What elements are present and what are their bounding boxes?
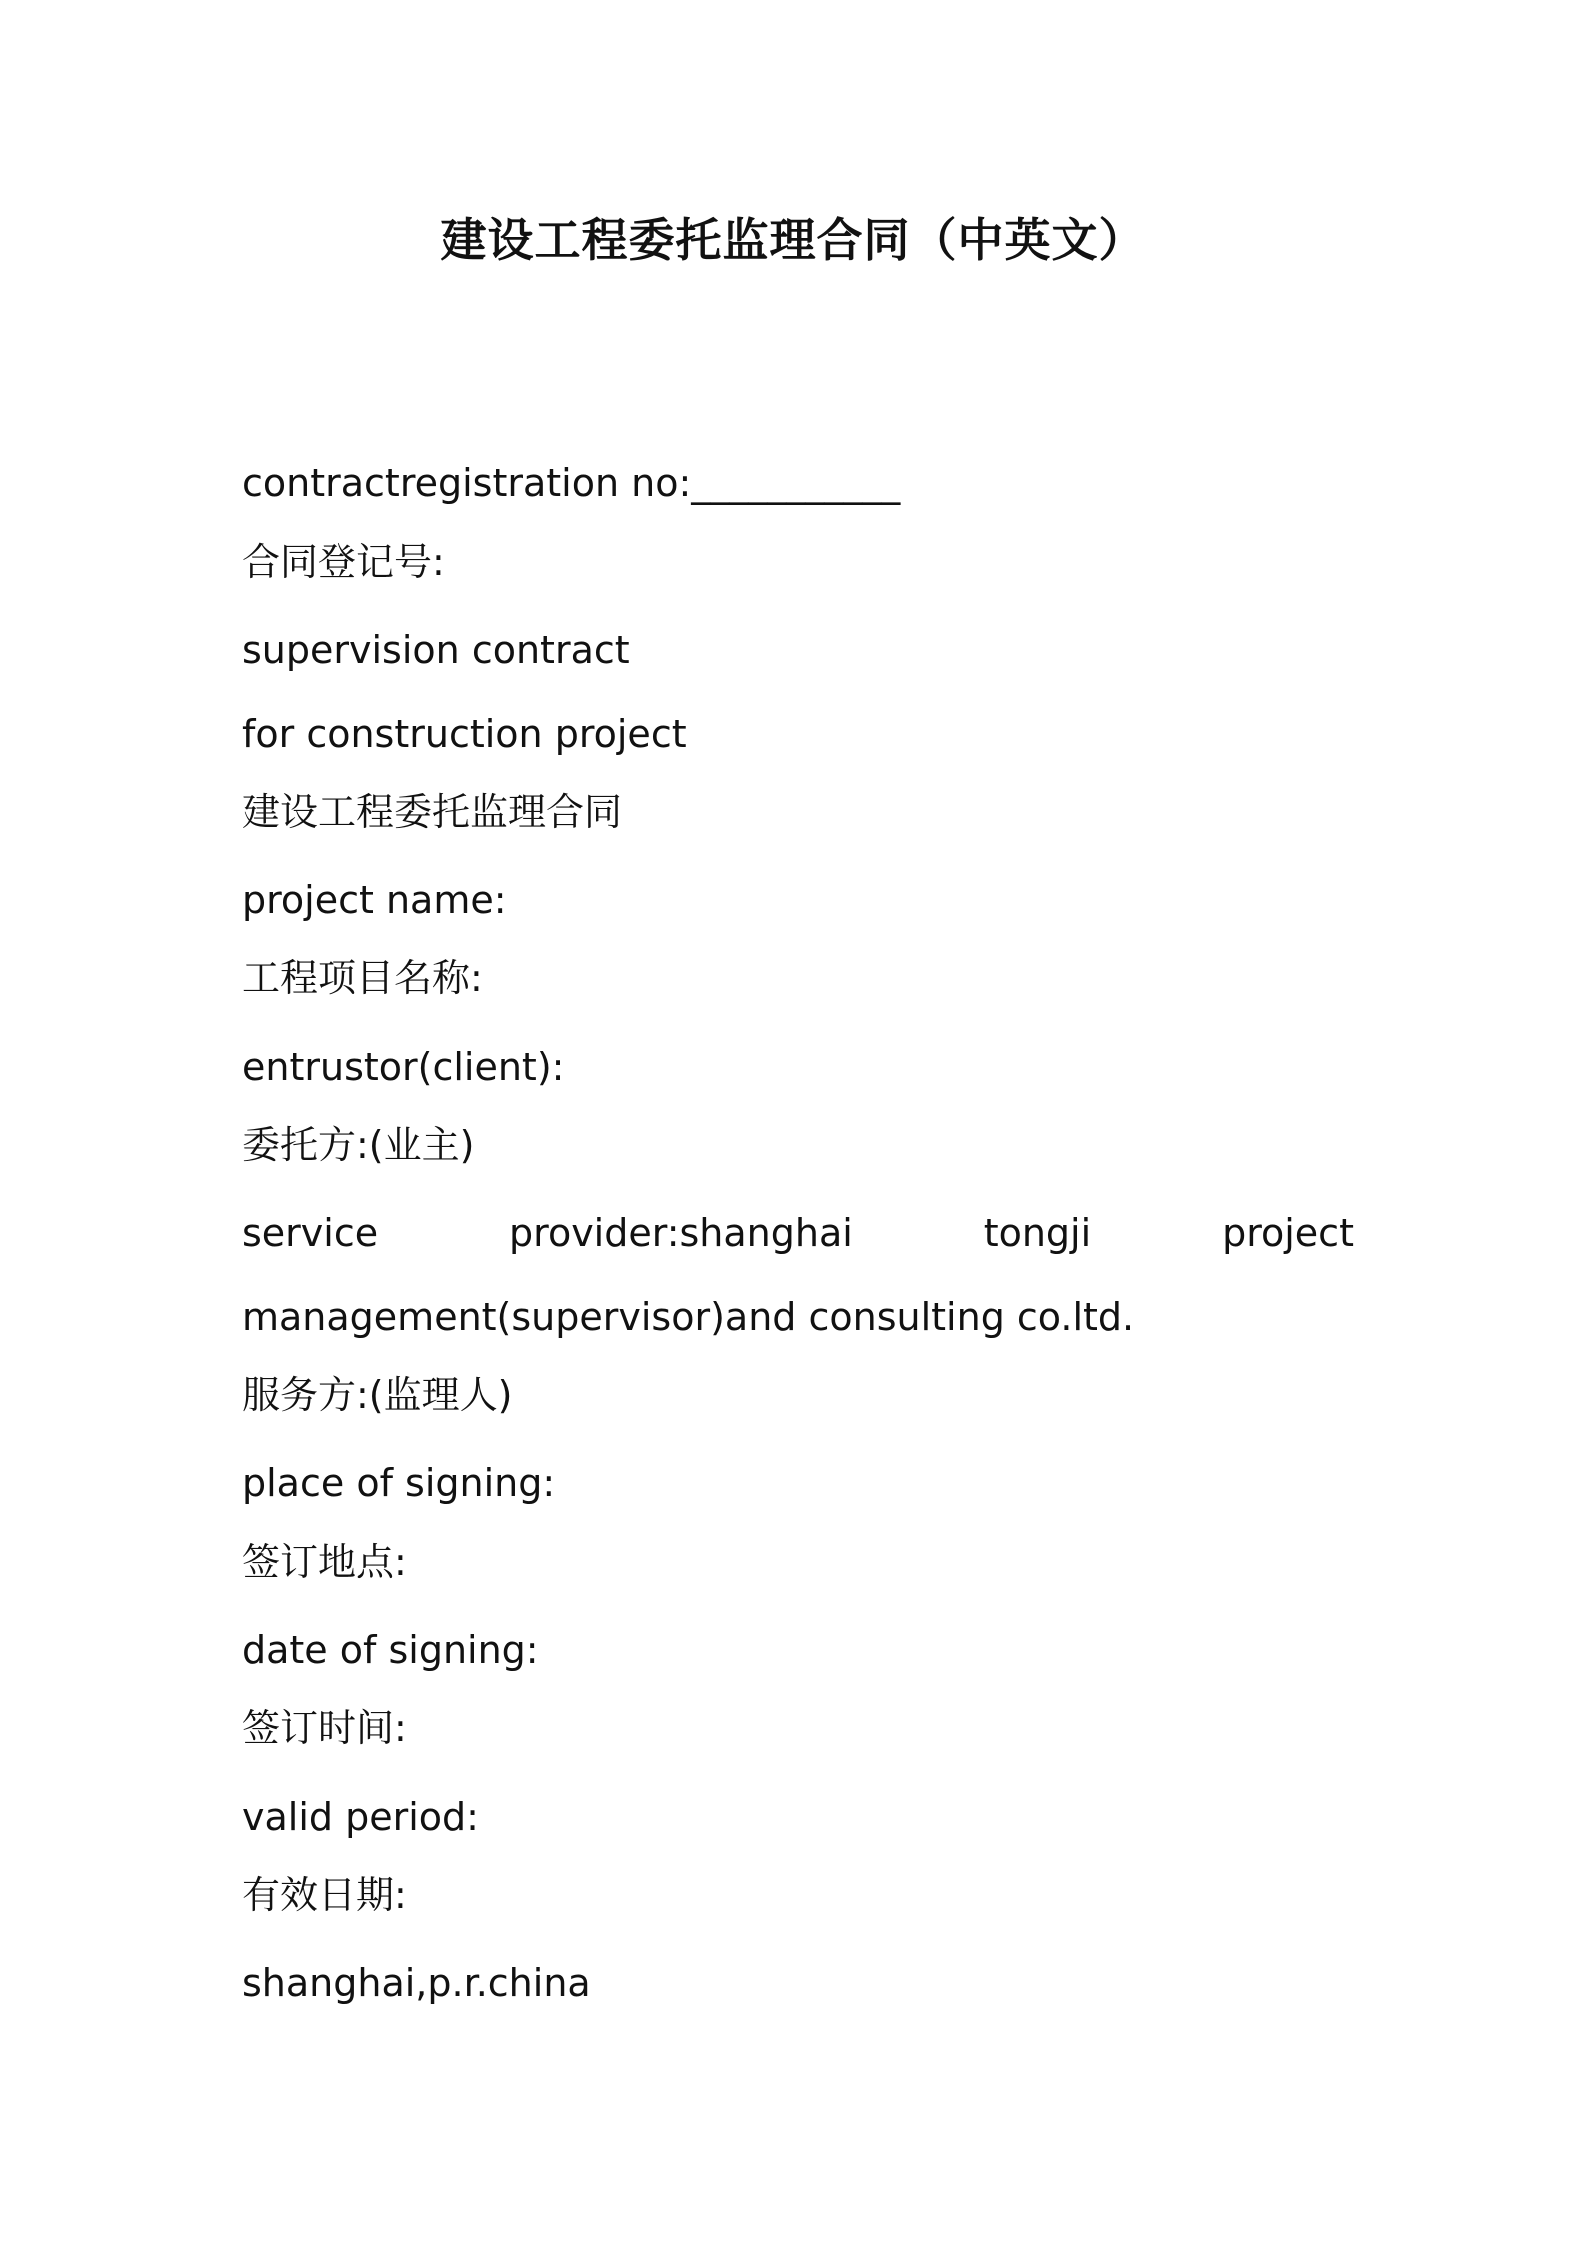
service-provider-word-3: tongji xyxy=(983,1211,1092,1255)
service-provider-label-cn: 服务方:(监理人) xyxy=(242,1373,513,1417)
valid-period-label-en: valid period: xyxy=(242,1795,479,1839)
contract-title-en-line-2: for construction project xyxy=(242,712,687,756)
registration-number-label-cn: 合同登记号: xyxy=(242,540,445,584)
location-line: shanghai,p.r.china xyxy=(242,1961,591,2005)
valid-period-label-cn: 有效日期: xyxy=(242,1873,407,1917)
service-provider-continuation: management(supervisor)and consulting co.ltd. xyxy=(242,1295,1135,1339)
service-provider-word-4: project xyxy=(1222,1211,1354,1255)
date-of-signing-label-en: date of signing: xyxy=(242,1628,539,1672)
place-of-signing-label-cn: 签订地点: xyxy=(242,1540,407,1584)
service-provider-word-2: provider:shanghai xyxy=(509,1211,853,1255)
contract-title-en-line-1: supervision contract xyxy=(242,628,630,672)
project-name-label-cn: 工程项目名称: xyxy=(242,956,483,1000)
document-title: 建设工程委托监理合同（中英文） xyxy=(440,213,1146,267)
project-name-label-en: project name: xyxy=(242,878,507,922)
date-of-signing-label-cn: 签订时间: xyxy=(242,1706,407,1750)
entrustor-label-en: entrustor(client): xyxy=(242,1045,565,1089)
contract-title-cn: 建设工程委托监理合同 xyxy=(242,790,623,834)
entrustor-label-cn: 委托方:(业主) xyxy=(242,1123,475,1167)
service-provider-word-1: service xyxy=(242,1211,379,1255)
registration-number-line: contractregistration no:___________ xyxy=(242,461,901,505)
place-of-signing-label-en: place of signing: xyxy=(242,1461,556,1505)
service-provider-row xyxy=(242,1208,1354,1258)
